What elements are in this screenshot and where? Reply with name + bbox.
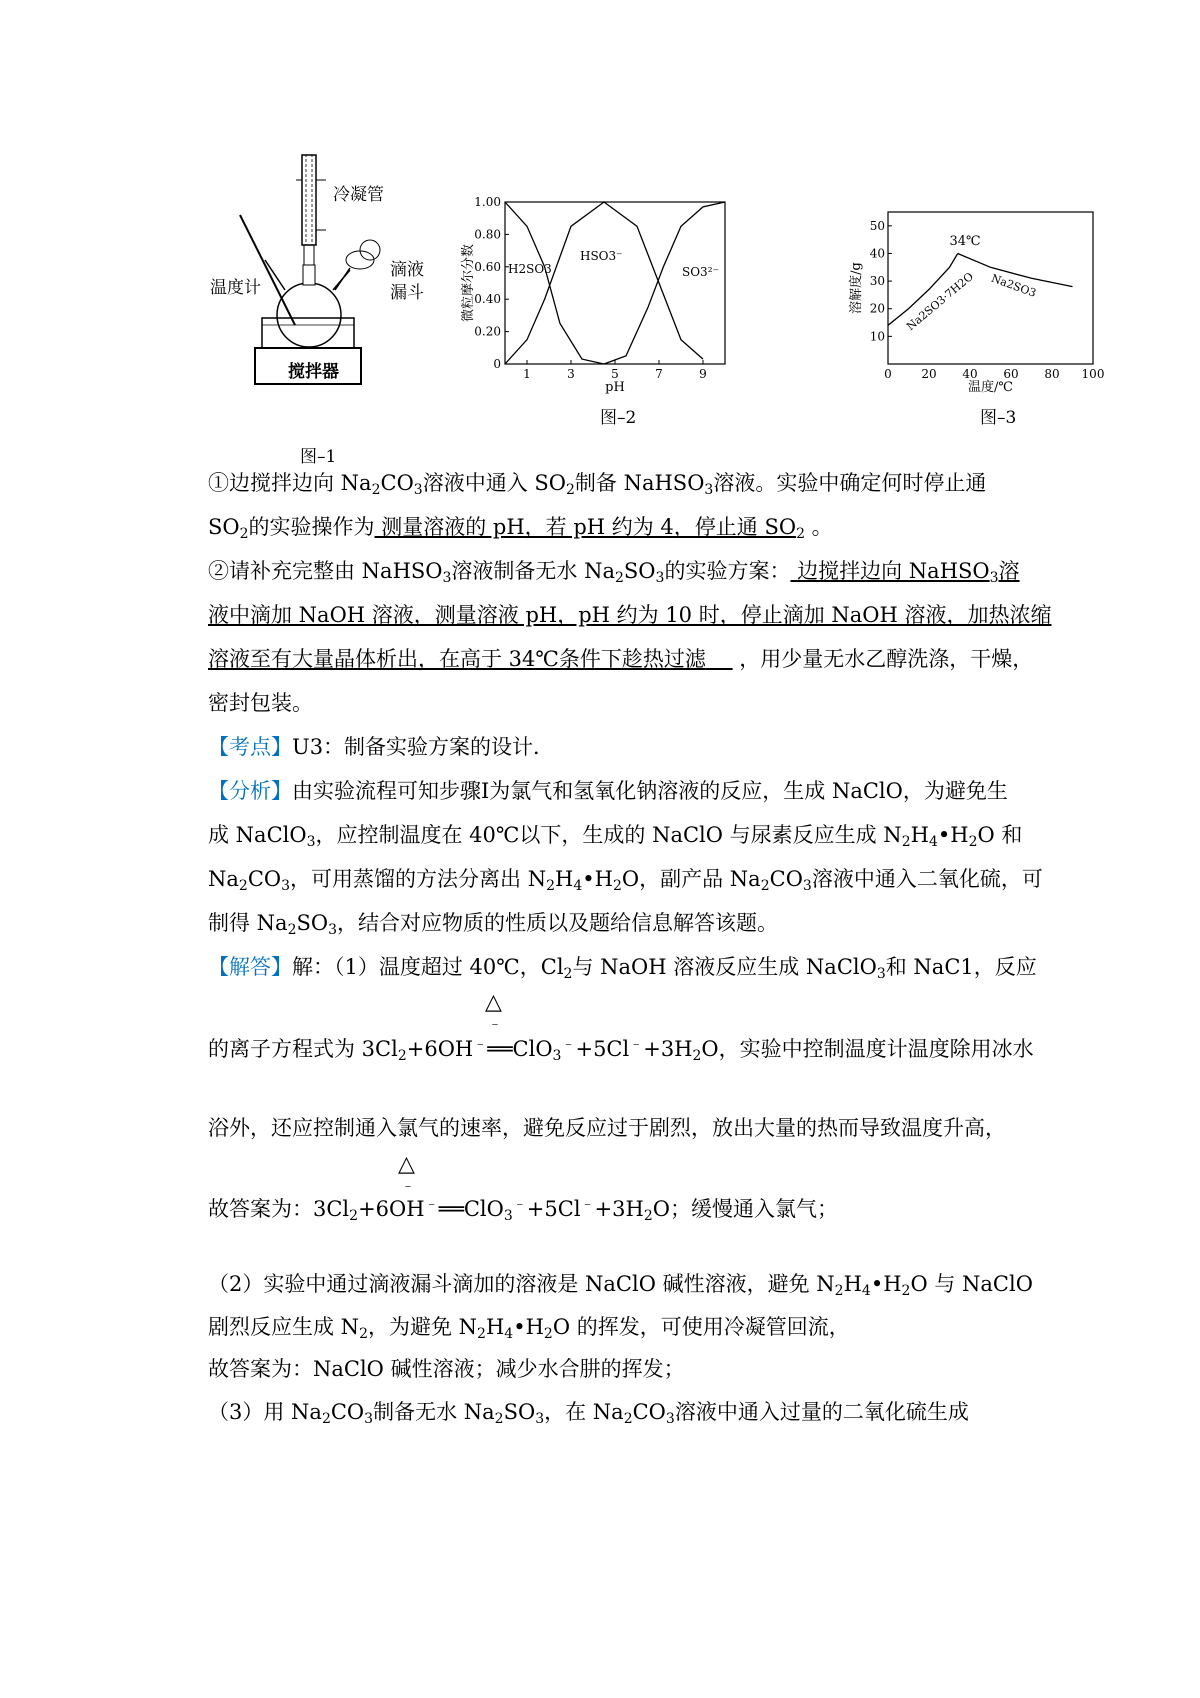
heat-symbol-1: △ (485, 990, 502, 1015)
y-tick-label: 0.60 (474, 259, 501, 274)
y-axis-label: 溶解度/g (849, 262, 864, 314)
species-distribution-chart (460, 195, 790, 420)
heat-dash-2: ﹣ (401, 1178, 415, 1194)
x-tick-label: 80 (1044, 367, 1060, 381)
y-tick-label: 1.00 (474, 195, 501, 209)
plot-frame (505, 202, 725, 364)
fig2-caption: 图–2 (600, 408, 637, 428)
peak-label: 34℃ (949, 234, 981, 250)
plot-frame (888, 212, 1093, 364)
y-tick-label: 0.80 (474, 227, 501, 242)
q2-line-3: 溶液至有大量晶体析出，在高于 34℃条件下趁热过滤 ，用少量无水乙醇洗涤，干燥， (208, 647, 1034, 671)
series-line-0 (505, 202, 604, 364)
x-axis-label: pH (605, 380, 625, 395)
fenxi-line-2: 成 NaClO$_3$，应控制温度在 40℃以下，生成的 NaClO 与尿素反应生成 $N_2H_4•H_2O$ 和 (208, 823, 1023, 850)
x-tick-label: 7 (655, 367, 663, 381)
fenxi-line-1: 【分析】由实验流程可知步骤Ⅰ为氯气和氢氧化钠溶液的反应，生成 NaClO，为避免生 (208, 779, 1008, 803)
kaodian-tag: 【考点】 (208, 735, 292, 759)
heat-dash-1: ﹣ (488, 1016, 502, 1032)
y-tick-label: 50 (869, 218, 885, 233)
kaodian-line: 【考点】U3：制备实验方案的设计． (208, 735, 555, 759)
p2-line-2: 剧烈反应生成 $N_2$，为避免 $N_2H_4•H_2O$ 的挥发，可使用冷凝管回流， (208, 1315, 850, 1342)
q1-answer: 测量溶液的 pH，若 pH 约为 4，停止通 $SO_2$ (374, 515, 805, 542)
y-axis-label: 微粒摩尔分数 (461, 243, 476, 323)
series-label: SO3²⁻ (682, 265, 719, 279)
series-label: Na2SO3·7H2O (904, 269, 976, 334)
q2-line-1: ②请补充完整由 NaHSO$_3$溶液制备无水 $Na_2SO_3$的实验方案： 边搅拌边向 NaHSO$_3$溶 (208, 559, 1020, 586)
y-tick-label: 20 (869, 301, 885, 316)
x-tick-label: 3 (567, 367, 575, 381)
jieda-line-1: 【解答】解：（1）温度超过 40℃，$Cl_2$与 NaOH 溶液反应生成 NaClO$_3$和 NaC1，反应 (208, 955, 1037, 982)
x-tick-label: 20 (921, 367, 937, 381)
y-tick-label: 0.40 (474, 292, 501, 307)
y-tick-label: 40 (869, 246, 885, 261)
fenxi-line-4: 制得 $Na_2SO_3$，结合对应物质的性质以及题给信息解答该题。 (208, 911, 779, 938)
label-funnel-2: 漏斗 (390, 283, 424, 303)
y-tick-label: 0.20 (474, 324, 501, 339)
p3-line-1: （3）用 $Na_2CO_3$制备无水 $Na_2SO_3$，在 $Na_2CO_3$溶液中通入过量的二氧化硫生成 (208, 1400, 969, 1427)
q1-line-1: ①边搅拌边向 $Na_2CO_3$溶液中通入 $SO_2$制备 NaHSO$_3$溶液。实验中确定何时停止通 (208, 471, 987, 498)
label-thermometer: 温度计 (210, 278, 261, 298)
jieda-line-2: 浴外，还应控制通入氯气的速率，避免反应过于剧烈，放出大量的热而导致温度升高， (208, 1116, 1006, 1140)
p2-answer: 故答案为：NaClO 碱性溶液；减少水合肼的挥发； (208, 1357, 685, 1381)
x-tick-label: 1 (523, 367, 531, 381)
answer-line-1: 故答案为：$3Cl_2+6OH^﹣══ClO_3^﹣+5Cl^﹣+3H_2O$；缓慢通入氯气； (208, 1196, 838, 1224)
p2-line-1: （2）实验中通过滴液漏斗滴加的溶液是 NaClO 碱性溶液，避免 $N_2H_4•H_2O$ 与 NaClO (208, 1272, 1033, 1299)
series-label: HSO3⁻ (580, 249, 623, 263)
x-tick-label: 40 (962, 367, 978, 381)
x-tick-label: 100 (1081, 367, 1105, 381)
y-tick-label: 0 (493, 357, 501, 371)
q1-line-2: $SO_2$的实验操作为 测量溶液的 pH，若 pH 约为 4，停止通 $SO_2$ 。 (208, 515, 833, 542)
x-tick-label: 9 (699, 367, 707, 381)
x-axis-label: 温度/℃ (968, 380, 1013, 395)
x-tick-label: 5 (611, 367, 619, 381)
q2-line-4: 密封包装。 (208, 691, 313, 715)
equation-line-1: 的离子方程式为 $3Cl_2+6OH^﹣══ClO_3^﹣+5Cl^﹣+3H_2O$，实验中控制温度计温度除用冰水 (208, 1036, 1034, 1064)
series-label: H2SO3 (508, 262, 552, 276)
solubility-chart (849, 210, 1108, 420)
fenxi-tag: 【分析】 (208, 779, 292, 803)
y-tick-label: 10 (869, 329, 885, 344)
heat-symbol-2: △ (398, 1152, 415, 1177)
q2-line-2: 液中滴加 NaOH 溶液，测量溶液 pH，pH 约为 10 时，停止滴加 NaOH 溶液，加热浓缩 (208, 603, 1052, 627)
label-stirrer: 搅拌器 (288, 362, 339, 382)
series-label: Na2SO3 (989, 271, 1038, 300)
series-line-2 (604, 202, 725, 364)
label-condenser: 冷凝管 (333, 185, 384, 205)
x-tick-label: 60 (1003, 367, 1019, 381)
x-tick-label: 0 (884, 367, 892, 381)
label-funnel-1: 滴液 (390, 260, 424, 280)
fenxi-line-3: $Na_2CO_3$，可用蒸馏的方法分离出 $N_2H_4•H_2O$，副产品 $Na_2CO_3$溶液中通入二氧化硫，可 (208, 867, 1043, 894)
fig1-caption: 图–1 (300, 447, 337, 467)
series-line-1 (505, 202, 703, 364)
jieda-tag: 【解答】 (208, 955, 292, 979)
y-tick-label: 30 (869, 274, 885, 289)
fig3-caption: 图–3 (980, 408, 1017, 428)
